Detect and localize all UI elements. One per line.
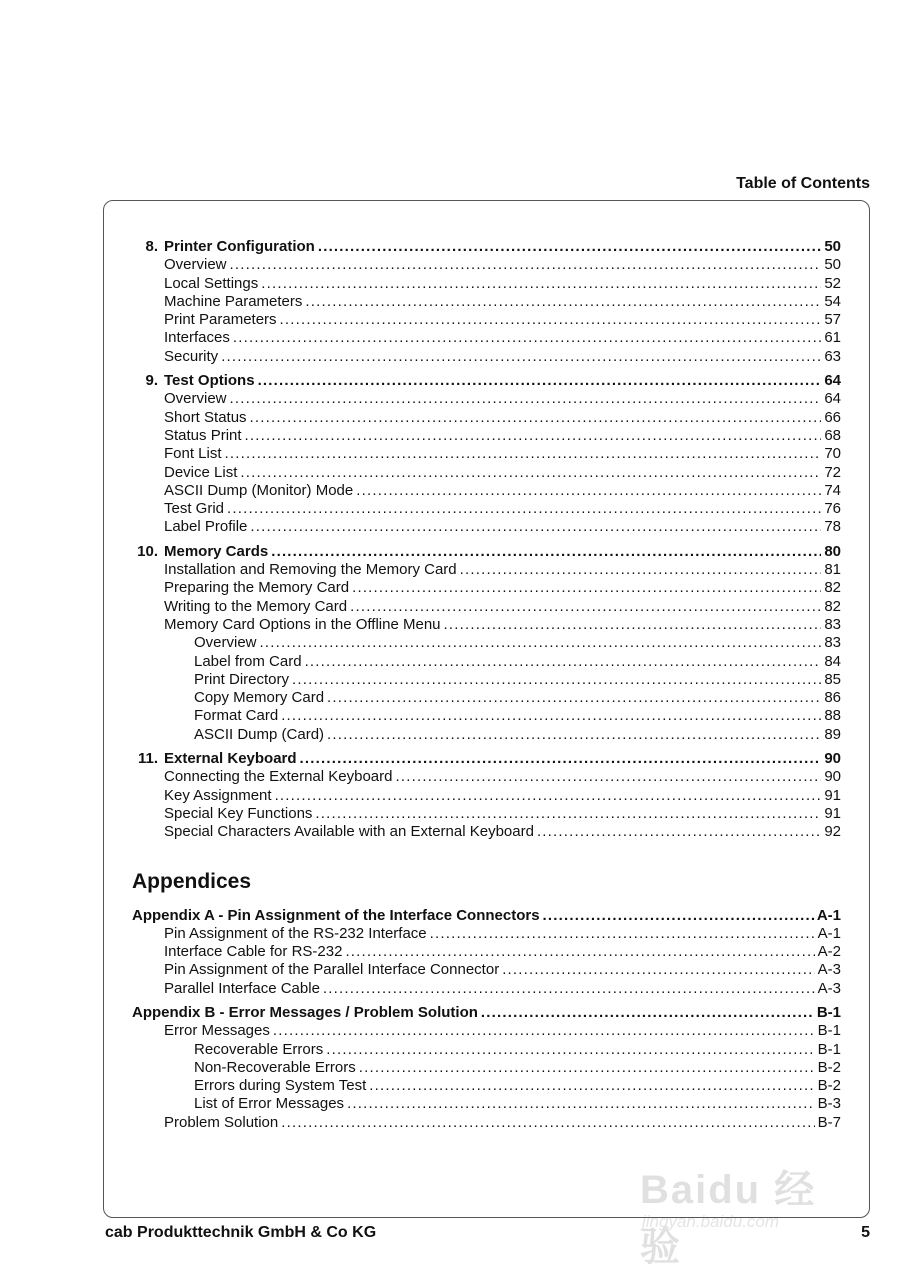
toc-sections bbox=[132, 238, 841, 842]
toc-entry-row[interactable] bbox=[132, 311, 841, 329]
dot-leader bbox=[345, 943, 814, 961]
appendix-page: A-1 bbox=[816, 906, 841, 924]
appendix-entry-row[interactable] bbox=[132, 1095, 841, 1113]
entry-label: Interface Cable for RS-232 bbox=[164, 943, 343, 961]
toc-entry-row[interactable] bbox=[132, 616, 841, 634]
toc-entry-row[interactable] bbox=[132, 464, 841, 482]
entry-label: Font List bbox=[164, 445, 222, 463]
section-page: 90 bbox=[824, 750, 841, 768]
entry-label: Print Parameters bbox=[164, 311, 277, 329]
dot-leader bbox=[430, 925, 815, 943]
entry-label: Special Characters Available with an External Keyboard bbox=[164, 823, 534, 841]
dot-leader bbox=[271, 543, 821, 561]
entry-label: Copy Memory Card bbox=[194, 689, 325, 707]
appendix-entry-row[interactable] bbox=[132, 1022, 841, 1040]
dot-leader bbox=[300, 750, 822, 768]
dot-leader bbox=[233, 329, 821, 347]
toc-entry-row[interactable] bbox=[132, 689, 841, 707]
dot-leader bbox=[315, 805, 821, 823]
entry-page: B-7 bbox=[817, 1113, 841, 1131]
toc-entry-row[interactable] bbox=[132, 409, 841, 427]
toc-entry-row[interactable] bbox=[132, 653, 841, 671]
dot-leader bbox=[327, 726, 821, 744]
dot-leader bbox=[369, 1077, 814, 1095]
entry-page: 84 bbox=[824, 652, 841, 670]
footer-company: cab Produkttechnik GmbH & Co KG bbox=[105, 1224, 377, 1241]
toc-section-row[interactable] bbox=[132, 750, 841, 768]
entry-label: Parallel Interface Cable bbox=[164, 979, 320, 997]
dot-leader bbox=[356, 482, 821, 500]
appendix-page: B-1 bbox=[816, 1003, 841, 1021]
toc-entry-row[interactable] bbox=[132, 275, 841, 293]
dot-leader bbox=[250, 518, 821, 536]
toc-entry-row[interactable] bbox=[132, 634, 841, 652]
entry-label: ASCII Dump (Monitor) Mode bbox=[164, 481, 354, 499]
entry-page: 64 bbox=[824, 390, 841, 408]
dot-leader bbox=[280, 311, 822, 329]
entry-label: Test Grid bbox=[164, 500, 225, 518]
dot-leader bbox=[273, 1022, 815, 1040]
dot-leader bbox=[245, 427, 822, 445]
entry-label: Key Assignment bbox=[164, 786, 272, 804]
toc-section-row[interactable] bbox=[132, 238, 841, 256]
entry-page: 54 bbox=[824, 292, 841, 310]
toc-entry-row[interactable] bbox=[132, 598, 841, 616]
dot-leader bbox=[481, 1004, 814, 1022]
entry-page: 76 bbox=[824, 500, 841, 518]
toc-entry-row[interactable] bbox=[132, 445, 841, 463]
entry-page: 83 bbox=[824, 634, 841, 652]
entry-page: 86 bbox=[824, 689, 841, 707]
dot-leader bbox=[225, 445, 822, 463]
table-of-contents bbox=[132, 238, 841, 1132]
appendices-heading: Appendices bbox=[132, 869, 252, 893]
toc-entry-row[interactable] bbox=[132, 427, 841, 445]
entry-label: Pin Assignment of the RS-232 Interface bbox=[164, 924, 427, 942]
section-title: Test Options bbox=[164, 372, 255, 390]
entry-label: Print Directory bbox=[194, 670, 290, 688]
dot-leader bbox=[347, 1095, 815, 1113]
entry-page: 88 bbox=[824, 707, 841, 725]
toc-entry-row[interactable] bbox=[132, 561, 841, 579]
watermark-logo bbox=[640, 1140, 855, 1269]
entry-label: Preparing the Memory Card bbox=[164, 579, 350, 597]
entry-label: Security bbox=[164, 347, 219, 365]
footer-page-number: 5 bbox=[861, 1224, 870, 1241]
entry-page: B-3 bbox=[817, 1095, 841, 1113]
entry-label: Special Key Functions bbox=[164, 804, 313, 822]
toc-entry-row[interactable] bbox=[132, 707, 841, 725]
toc-entry-row[interactable] bbox=[132, 348, 841, 366]
entry-page: 90 bbox=[824, 768, 841, 786]
section-page: 50 bbox=[824, 238, 841, 255]
entry-page: 82 bbox=[824, 579, 841, 597]
appendix-entry-row[interactable] bbox=[132, 961, 841, 979]
entry-label: Machine Parameters bbox=[164, 292, 303, 310]
dot-leader bbox=[327, 689, 821, 707]
entry-page: B-1 bbox=[817, 1040, 841, 1058]
entry-label: Pin Assignment of the Parallel Interface Connector bbox=[164, 961, 500, 979]
entry-label: Short Status bbox=[164, 408, 247, 426]
entry-page: 74 bbox=[824, 481, 841, 499]
entry-label: Format Card bbox=[194, 707, 279, 725]
entry-page: 50 bbox=[824, 256, 841, 274]
appendix-entry-row[interactable] bbox=[132, 1041, 841, 1059]
dot-leader bbox=[250, 409, 822, 427]
entry-page: 82 bbox=[824, 597, 841, 615]
entry-label: Overview bbox=[194, 634, 257, 652]
dot-leader bbox=[281, 1114, 814, 1132]
entry-page: A-2 bbox=[817, 943, 841, 961]
entry-label: Label Profile bbox=[164, 518, 248, 536]
appendix-entry-row[interactable] bbox=[132, 980, 841, 998]
toc-entry-row[interactable] bbox=[132, 256, 841, 274]
dot-leader bbox=[258, 372, 822, 390]
section-number: 9. bbox=[145, 372, 158, 390]
toc-section-row[interactable] bbox=[132, 372, 841, 390]
appendix-entry-row[interactable] bbox=[132, 1059, 841, 1077]
entry-label: Writing to the Memory Card bbox=[164, 597, 348, 615]
entry-label: Label from Card bbox=[194, 652, 302, 670]
toc-entry-row[interactable] bbox=[132, 823, 841, 841]
dot-leader bbox=[502, 961, 814, 979]
entry-label: Installation and Removing the Memory Card bbox=[164, 561, 457, 579]
toc-entry-row[interactable] bbox=[132, 671, 841, 689]
appendix-entry-row[interactable] bbox=[132, 943, 841, 961]
entry-page: A-3 bbox=[817, 961, 841, 979]
toc-entry-row[interactable] bbox=[132, 329, 841, 347]
entry-label: Non-Recoverable Errors bbox=[194, 1058, 356, 1076]
toc-entry-row[interactable] bbox=[132, 482, 841, 500]
section-title: Memory Cards bbox=[164, 542, 269, 560]
entry-label: Memory Card Options in the Offline Menu bbox=[164, 615, 441, 633]
entry-label: Errors during System Test bbox=[194, 1077, 367, 1095]
watermark-url: jingyan.baidu.com bbox=[642, 1212, 780, 1231]
dot-leader bbox=[318, 238, 821, 256]
entry-page: 63 bbox=[824, 347, 841, 365]
watermark-brand: Baidu 经验 bbox=[640, 1168, 817, 1269]
dot-leader bbox=[444, 616, 822, 634]
entry-page: B-2 bbox=[817, 1058, 841, 1076]
section-number: 10. bbox=[137, 542, 158, 560]
entry-page: 66 bbox=[824, 408, 841, 426]
dot-leader bbox=[326, 1041, 814, 1059]
toc-entry-row[interactable] bbox=[132, 579, 841, 597]
entry-page: 85 bbox=[824, 670, 841, 688]
dot-leader bbox=[537, 823, 821, 841]
appendix-entry-row[interactable] bbox=[132, 1077, 841, 1095]
entry-page: 92 bbox=[824, 823, 841, 841]
toc-entry-row[interactable] bbox=[132, 500, 841, 518]
entry-page: A-1 bbox=[817, 924, 841, 942]
dot-leader bbox=[281, 707, 821, 725]
toc-section-row[interactable] bbox=[132, 543, 841, 561]
toc-entry-row[interactable] bbox=[132, 293, 841, 311]
dot-leader bbox=[359, 1059, 815, 1077]
section-number: 11. bbox=[137, 750, 158, 768]
entry-page: 91 bbox=[824, 804, 841, 822]
entry-page: 78 bbox=[824, 518, 841, 536]
appendix-entry-row[interactable] bbox=[132, 925, 841, 943]
dot-leader bbox=[305, 653, 822, 671]
toc-entry-row[interactable] bbox=[132, 726, 841, 744]
entry-page: 70 bbox=[824, 445, 841, 463]
entry-page: A-3 bbox=[817, 979, 841, 997]
toc-entry-row[interactable] bbox=[132, 518, 841, 536]
entry-page: 52 bbox=[824, 274, 841, 292]
toc-entry-row[interactable] bbox=[132, 768, 841, 786]
entry-page: 83 bbox=[824, 615, 841, 633]
section-title: Printer Configuration bbox=[164, 238, 315, 255]
dot-leader bbox=[230, 256, 822, 274]
entry-page: B-1 bbox=[817, 1022, 841, 1040]
dot-leader bbox=[323, 980, 815, 998]
entry-label: Connecting the External Keyboard bbox=[164, 768, 393, 786]
entry-page: 72 bbox=[824, 463, 841, 481]
toc-entry-row[interactable] bbox=[132, 805, 841, 823]
appendix-row[interactable] bbox=[132, 1004, 841, 1022]
entry-label: Problem Solution bbox=[164, 1113, 279, 1131]
section-number: 8. bbox=[145, 238, 158, 255]
dot-leader bbox=[543, 907, 814, 925]
entry-label: Status Print bbox=[164, 426, 242, 444]
dot-leader bbox=[221, 348, 821, 366]
section-page: 80 bbox=[824, 542, 841, 560]
dot-leader bbox=[350, 598, 821, 616]
toc-appendices bbox=[132, 907, 841, 1133]
dot-leader bbox=[292, 671, 821, 689]
dot-leader bbox=[261, 275, 821, 293]
section-title: External Keyboard bbox=[164, 750, 297, 768]
entry-page: 89 bbox=[824, 725, 841, 743]
dot-leader bbox=[240, 464, 821, 482]
entry-page: 81 bbox=[824, 561, 841, 579]
dot-leader bbox=[260, 634, 822, 652]
entry-label: Interfaces bbox=[164, 329, 230, 347]
entry-label: Local Settings bbox=[164, 274, 259, 292]
entry-label: Device List bbox=[164, 463, 238, 481]
section-page: 64 bbox=[824, 372, 841, 390]
appendix-title: Appendix B - Error Messages / Problem Solution bbox=[132, 1003, 478, 1021]
entry-page: B-2 bbox=[817, 1077, 841, 1095]
appendix-row[interactable] bbox=[132, 907, 841, 925]
toc-entry-row[interactable] bbox=[132, 390, 841, 408]
dot-leader bbox=[395, 768, 821, 786]
entry-label: Error Messages bbox=[164, 1022, 270, 1040]
dot-leader bbox=[227, 500, 821, 518]
entry-label: ASCII Dump (Card) bbox=[194, 725, 325, 743]
entry-label: Overview bbox=[164, 390, 227, 408]
dot-leader bbox=[305, 293, 821, 311]
entry-label: List of Error Messages bbox=[194, 1095, 345, 1113]
toc-entry-row[interactable] bbox=[132, 787, 841, 805]
entry-page: 57 bbox=[824, 311, 841, 329]
dot-leader bbox=[275, 787, 822, 805]
entry-page: 91 bbox=[824, 786, 841, 804]
dot-leader bbox=[352, 579, 821, 597]
entry-label: Overview bbox=[164, 256, 227, 274]
appendix-title: Appendix A - Pin Assignment of the Interface Connectors bbox=[132, 906, 540, 924]
page-header-title: Table of Contents bbox=[736, 175, 870, 192]
dot-leader bbox=[460, 561, 822, 579]
appendix-entry-row[interactable] bbox=[132, 1114, 841, 1132]
entry-page: 61 bbox=[824, 329, 841, 347]
entry-page: 68 bbox=[824, 426, 841, 444]
dot-leader bbox=[230, 390, 822, 408]
entry-label: Recoverable Errors bbox=[194, 1040, 324, 1058]
